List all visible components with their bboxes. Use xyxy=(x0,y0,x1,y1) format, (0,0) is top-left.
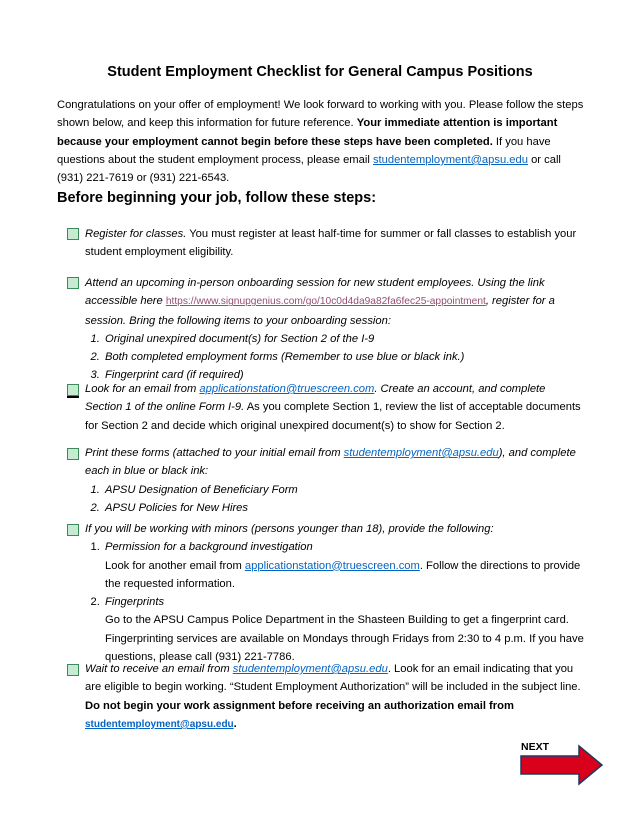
list-item xyxy=(103,593,585,666)
step3-text: As you complete Section 1, review the list of acceptable documents for Section 2 and decide which original unexpired document(s) to show for Section 2. xyxy=(85,401,581,432)
step5-sub1-text-b: . Follow the directions to provide the requested information. xyxy=(105,559,581,590)
step5-checkbox-icon[interactable] xyxy=(67,524,79,536)
list-item xyxy=(103,538,585,593)
list-item: 1. APSU Designation of Beneficiary Form xyxy=(103,481,585,499)
step1-checkbox-icon[interactable] xyxy=(67,228,79,240)
step2-italic-b: , register for a session. Bring the following items to your onboarding session: xyxy=(85,295,555,327)
step3-item xyxy=(85,380,585,435)
step5-sub2-title: Fingerprints xyxy=(105,596,165,609)
intro-phone-text: or call (931) 221-7619 or (931) 221-6543. xyxy=(57,153,561,185)
page-title: Student Employment Checklist for General Campus Positions xyxy=(107,64,533,80)
step5-sub2-text: Go to the APSU Campus Police Department in the Shasteen Building to get a fingerprint card. Fingerprinting services are available on Mondays through Fridays from 2:30 to 4 p.m. If you have questions, please call (931) 221-7786. xyxy=(105,614,584,664)
step6-end: . xyxy=(233,717,237,730)
next-label[interactable]: NEXT xyxy=(521,741,550,753)
step6-email-link[interactable]: studentemployment@apsu.edu xyxy=(232,663,388,675)
step4-item xyxy=(85,444,585,517)
step4-italic-a: Print these forms (attached to your initial email from xyxy=(85,447,341,459)
step6-italic-a: Wait to receive an email from xyxy=(85,663,230,675)
intro-text: Congratulations on your offer of employment! We look forward to working with you. Please follow the steps shown below, and keep this information for future reference. xyxy=(57,99,584,130)
steps-heading: Before beginning your job, follow these steps: xyxy=(57,190,377,206)
step1-text: You must register at least half-time for summer or fall classes to establish your student employment eligibility. xyxy=(85,228,577,259)
intro-email-link[interactable]: studentemployment@apsu.edu xyxy=(372,153,528,166)
step5-item xyxy=(85,520,585,666)
step4-checkbox-icon[interactable] xyxy=(67,448,79,460)
step2-checkbox-icon[interactable] xyxy=(67,277,79,289)
step6-bold-email-link[interactable]: studentemployment@apsu.edu xyxy=(85,718,234,730)
list-item: 2. Both completed employment forms (Remember to use blue or black ink.) xyxy=(103,348,585,366)
step2-item xyxy=(85,274,585,385)
step1-italic: Register for classes. xyxy=(85,228,187,240)
step4-list xyxy=(85,481,585,518)
intro-contact-text: If you have questions about the student employment process, please email xyxy=(57,135,551,166)
step6-checkbox-icon[interactable] xyxy=(67,664,79,676)
step2-list xyxy=(85,330,585,385)
step2-italic-a: Attend an upcoming in-person onboarding session for new student employees. Using the link accessible here xyxy=(85,277,545,308)
step6-text: . Look for an email indicating that you are eligible to begin working. “Student Employment Authorization” will be included in the subject line. xyxy=(85,663,581,694)
step3-checkbox-icon[interactable] xyxy=(67,384,79,396)
list-item: 3. Fingerprint card (if required) xyxy=(103,366,585,384)
step3-italic-b: . Create an account, and complete Section 1 of the online Form I-9. xyxy=(85,383,546,414)
step5-truescreen-link[interactable]: applicationstation@truescreen.com xyxy=(244,559,420,572)
step1-item xyxy=(85,225,585,262)
step4-email-link[interactable]: studentemployment@apsu.edu xyxy=(343,447,499,459)
step5-italic: If you will be working with minors (persons younger than 18), provide the following: xyxy=(85,523,494,535)
step5-sub1-title: Permission for a background investigation xyxy=(105,541,313,554)
signupgenius-link[interactable]: https://www.signupgenius.com/go/10c0d4da9a82fa6fec25-appointment xyxy=(165,296,486,308)
intro-bold-notice: Your immediate attention is important because your employment cannot begin before these steps have been completed. xyxy=(57,117,558,148)
step6-item xyxy=(85,660,585,734)
truescreen-email-link[interactable]: applicationstation@truescreen.com xyxy=(199,383,375,395)
next-arrow-icon[interactable] xyxy=(519,744,605,786)
step3-italic-a: Look for an email from xyxy=(85,383,197,395)
step6-bold-warning: Do not begin your work assignment before receiving an authorization email from xyxy=(85,699,514,712)
list-item: 1. Original unexpired document(s) for Section 2 of the I-9 xyxy=(103,330,585,348)
step4-italic-b: ), and complete each in blue or black ink: xyxy=(85,447,576,478)
step5-sub1-text-a: Look for another email from xyxy=(105,559,242,572)
intro-paragraph xyxy=(57,96,587,187)
list-item: 2. APSU Policies for New Hires xyxy=(103,499,585,517)
step5-list xyxy=(85,538,585,666)
next-arrow-shape[interactable] xyxy=(521,746,602,784)
